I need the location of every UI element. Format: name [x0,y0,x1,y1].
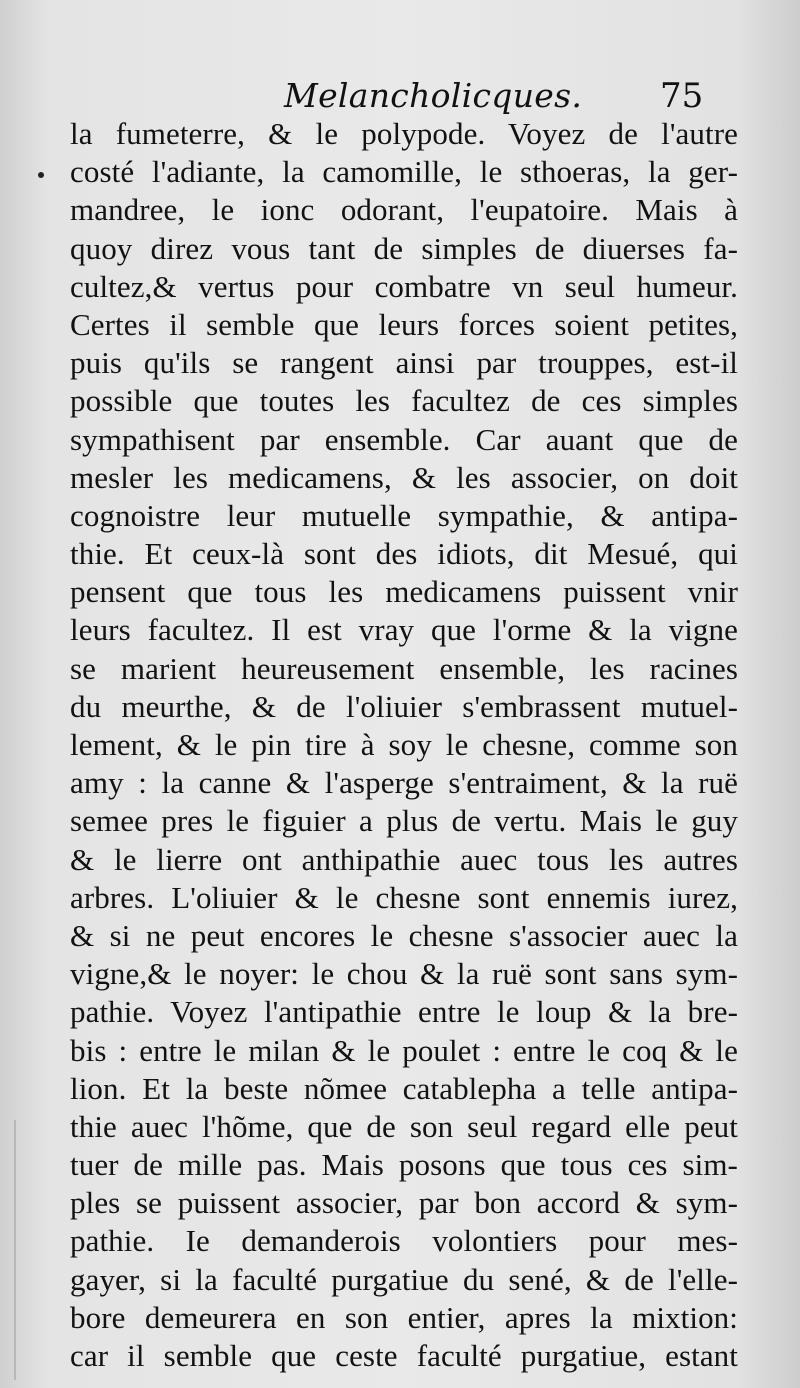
text-line: thie auec l'hõme, que de son seul regard elle peut [70,1108,738,1144]
text-line: lion. Et la beste nõmee catablepha a telle antipa- [70,1070,738,1106]
text-line: Certes il semble que leurs forces soient petites, [70,306,738,342]
text-line: pathie. Ie demanderois volontiers pour mes- [70,1223,738,1259]
text-line: sympathisent par ensemble. Car auant que de [70,421,738,457]
text-line: thie. Et ceux-là sont des idiots, dit Mesué, qui [70,536,738,572]
text-line: tuer de mille pas. Mais posons que tous ces sim- [70,1147,738,1183]
text-line: ples se puissent associer, par bon accord & sym- [70,1185,738,1221]
text-line: puis qu'ils se rangent ainsi par trouppes, est-il [70,345,738,381]
text-line: leurs facultez. Il est vray que l'orme & la vigne [70,612,738,648]
text-line: pensent que tous les medicamens puissent vnir [70,574,738,610]
text-line: possible que toutes les facultez de ces simples [70,383,738,419]
text-line: cultez,& vertus pour combatre vn seul humeur. [70,268,738,304]
text-line: la fumeterre, & le polypode. Voyez de l'autre [70,116,738,151]
text-line: bore demeurera en son entier, apres la mixtion: [70,1299,738,1335]
text-line: amy : la canne & l'asperge s'entraiment, & la ruë [70,765,738,801]
text-line: pathie. Voyez l'antipathie entre le loup & la bre- [70,994,738,1030]
margin-mark [38,172,44,178]
text-line: costé l'adiante, la camomille, le sthoeras, la ger- [70,154,738,190]
text-line: vigne,& le noyer: le chou & la ruë sont sans sym- [70,956,738,992]
body-text [70,115,738,1375]
text-line: mesler les medicamens, & les associer, on doit [70,459,738,495]
page-edge-shadow [14,1120,16,1380]
text-line: semee pres le figuier a plus de vertu. Mais le guy [70,803,738,839]
text-line: quoy direz vous tant de simples de diuerses fa- [70,230,738,266]
text-line: cognoistre leur mutuelle sympathie, & antipa- [70,497,738,533]
page-number: 75 [660,76,704,116]
text-line: & le lierre ont anthipathie auec tous les autres [70,841,738,877]
text-line: car il semble que ceste faculté purgatiue, estant [70,1338,738,1373]
text-line: gayer, si la faculté purgatiue du sené, & de l'elle- [70,1261,738,1297]
text-line: du meurthe, & de l'oliuier s'embrassent mutuel- [70,688,738,724]
text-line: & si ne peut encores le chesne s'associer auec la [70,917,738,953]
text-line: bis : entre le milan & le poulet : entre le coq & le [70,1032,738,1068]
text-line: se marient heureusement ensemble, les racines [70,650,738,686]
text-line: arbres. L'oliuier & le chesne sont ennemis iurez, [70,879,738,915]
text-line: lement, & le pin tire à soy le chesne, comme son [70,727,738,762]
running-head: Melancholicques. [284,76,583,115]
text-line: mandree, le ionc odorant, l'eupatoire. Mais à [70,192,738,228]
